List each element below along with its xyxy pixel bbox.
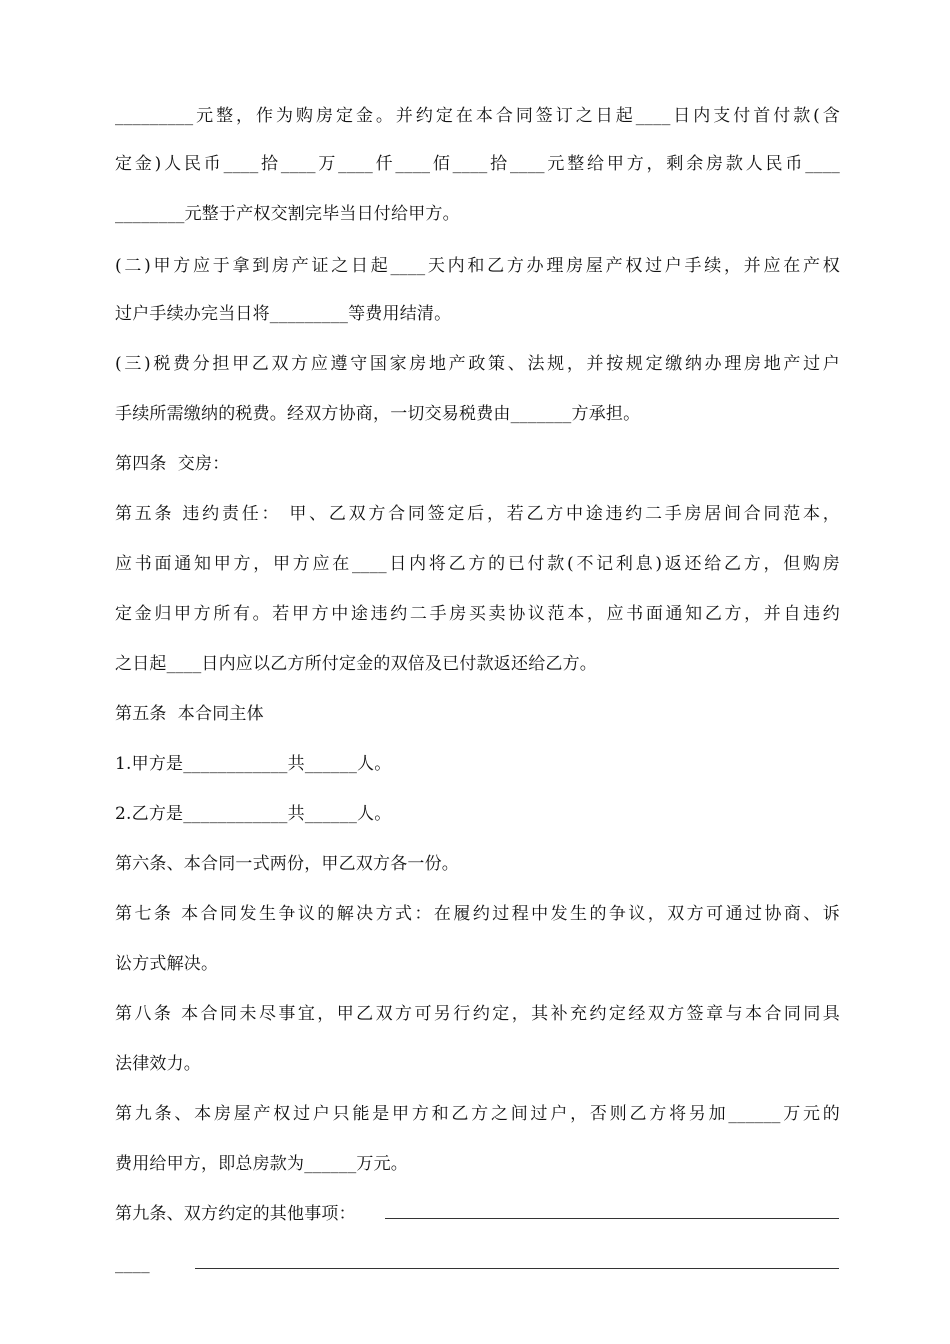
contract-line: (三)税费分担甲乙双方应遵守国家房地产政策、法规，并按规定缴纳办理房地产过户 [115, 354, 840, 374]
contract-line: 应书面通知甲方，甲方应在____日内将乙方的已付款(不记利息)返还给乙方，但购房 [115, 554, 840, 574]
fill-in-rule [385, 1218, 839, 1219]
contract-line: 2.乙方是____________共______人。 [115, 804, 392, 824]
contract-line: 第八条 本合同未尽事宜，甲乙双方可另行约定，其补充约定经双方签章与本合同同具 [115, 1004, 840, 1024]
contract-line: ________元整于产权交割完毕当日付给甲方。 [115, 204, 460, 224]
section-heading: 第四条 交房： [115, 454, 230, 474]
contract-line: 之日起____日内应以乙方所付定金的双倍及已付款返还给乙方。 [115, 654, 597, 674]
contract-line: 第六条、本合同一式两份，甲乙双方各一份。 [115, 854, 459, 874]
contract-line: 过户手续办完当日将_________等费用结清。 [115, 304, 452, 324]
contract-line: 定金)人民币____拾____万____仟____佰____拾____元整给甲方，剩余房款人民币____ [115, 154, 840, 174]
contract-line: (二)甲方应于拿到房产证之日起____天内和乙方办理房屋产权过户手续，并应在产权 [115, 256, 840, 276]
contract-line: 定金归甲方所有。若甲方中途违约二手房买卖协议范本，应书面通知乙方，并自违约 [115, 604, 840, 624]
contract-line: 费用给甲方，即总房款为______万元。 [115, 1154, 408, 1174]
contract-line: ____ [115, 1254, 150, 1274]
contract-line: 第七条 本合同发生争议的解决方式：在履约过程中发生的争议，双方可通过协商、诉 [115, 904, 840, 924]
fill-in-rule [195, 1268, 839, 1269]
contract-line: 1.甲方是____________共______人。 [115, 754, 392, 774]
section-heading: 第五条 本合同主体 [115, 704, 264, 724]
contract-line: 法律效力。 [115, 1054, 201, 1074]
contract-line: 讼方式解决。 [115, 954, 219, 974]
contract-line: 第五条 违约责任： 甲、乙双方合同签定后，若乙方中途违约二手房居间合同范本， [115, 504, 840, 524]
contract-line: 第九条、本房屋产权过户只能是甲方和乙方之间过户，否则乙方将另加______万元的 [115, 1104, 840, 1124]
contract-line: 手续所需缴纳的税费。经双方协商，一切交易税费由_______方承担。 [115, 404, 641, 424]
contract-line: _________元整，作为购房定金。并约定在本合同签订之日起____日内支付首付款(含 [115, 106, 840, 126]
contract-line: 第九条、双方约定的其他事项： [115, 1204, 356, 1224]
